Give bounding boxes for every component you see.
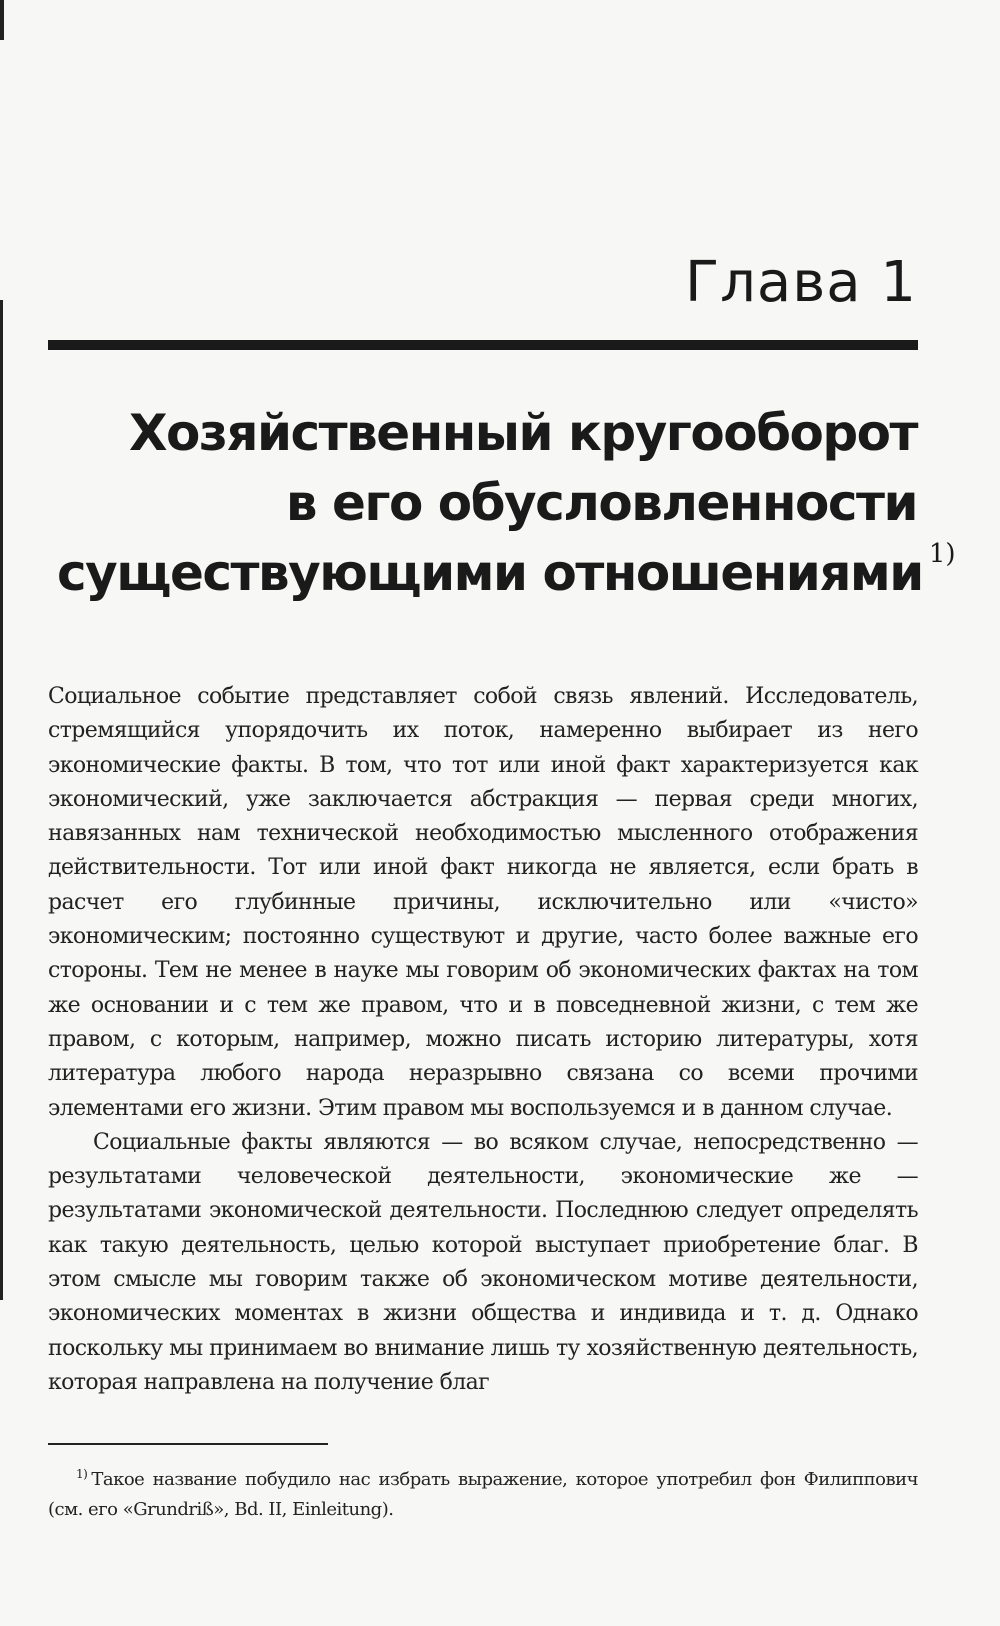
body-text <box>48 680 918 1400</box>
paragraph: Социальные факты являются — во всяком случае, непосредственно — результатами человеческой деятельности, экономические же — результатами экономической деятельности. Последнюю следует определять как такую деятельность, целью которой выступает приобретение благ. В этом смысле мы говорим также об экономическом мотиве деятельности, экономических моментах в жизни общества и индивида и т. д. Однако поскольку мы принимаем во внимание лишь ту хозяйственную деятельность, которая направлена на получение благ <box>48 1129 918 1395</box>
title-line: Хозяйственный кругооборот <box>128 404 917 462</box>
footnote <box>48 1465 918 1525</box>
footnote-marker: 1) <box>76 1467 88 1481</box>
scan-edge-mark <box>0 300 3 1300</box>
footnote-text: Такое название побудило нас избрать выражение, которое употребил фон Филиппович (см. его «Grundriß», Bd. II, Einleitung). <box>48 1469 918 1520</box>
scan-edge-mark <box>0 0 4 40</box>
title-line <box>57 538 956 608</box>
paragraph: Социальное событие представляет собой связь явлений. Исследователь, стремящийся упорядочить их поток, намеренно выбирает из него экономические факты. В том, что тот или иной факт характеризуется как экономический, уже заключается абстракция — первая среди многих, навязанных нам технической необходимостью мысленного отображения действительности. Тот или иной факт никогда не является, если брать в расчет его глубинные причины, исключительно или «чисто» экономическим; постоянно существуют и другие, часто более важные его стороны. Тем не менее в науке мы говорим об экономических фактах на том же основании и с тем же правом, что и в повседневной жизни, с тем же правом, с которым, например, можно писать историю литературы, хотя литература любого народа неразрывно связана со всеми прочими элементами его жизни. Этим правом мы воспользуемся и в данном случае. <box>48 684 918 1121</box>
title-line-text: существующими отношениями <box>57 544 923 602</box>
chapter-title <box>57 398 956 608</box>
footnote-reference[interactable]: 1) <box>928 539 956 569</box>
title-line: в его обусловленности <box>285 474 917 532</box>
chapter-rule <box>48 340 918 350</box>
chapter-heading: Глава 1 <box>684 250 917 315</box>
footnote-separator <box>48 1443 328 1445</box>
